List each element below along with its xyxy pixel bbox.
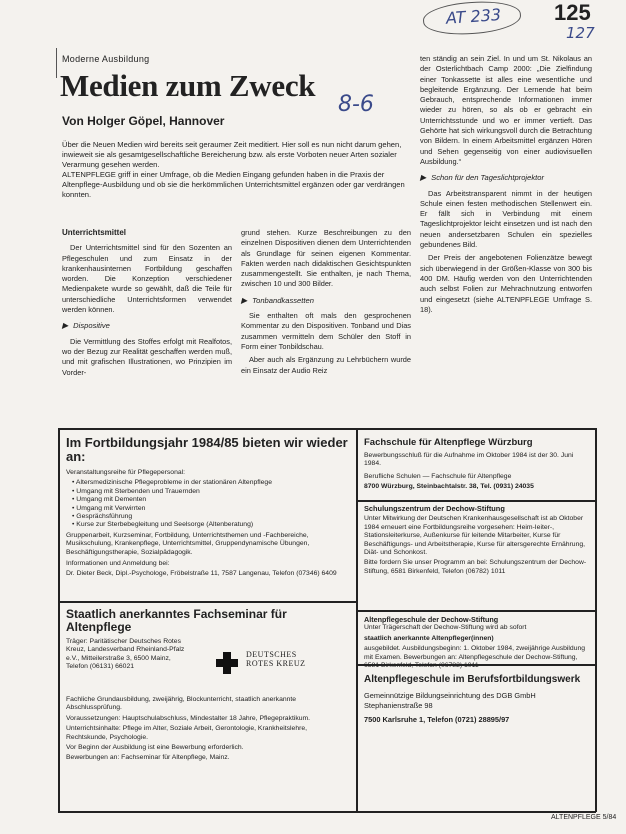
ad-frame-top <box>58 428 596 430</box>
ad-text: Unterrichtsinhalte: Pflege im Alter, Soziale Arbeit, Gerontologie, Krankheitslehre, Rechtskunde, Psychologie. <box>66 725 308 741</box>
lead-paragraph: ALTENPFLEGE griff in einer Umfrage, ob die Medien Eingang gefunden haben in die Praxis der Altenpflege-Ausbildung und ob sie die herkömmlichen Unterrichtsmittel ergänzen oder gar verdrängen konnten. <box>62 170 405 199</box>
ad-intro: Veranstaltungsreihe für Pflegepersonal: <box>66 469 186 476</box>
ad-list-item: • Gesprächsführung <box>72 513 133 521</box>
ad-title: Im Fortbildungsjahr 1984/85 bieten wir wieder an: <box>66 435 348 464</box>
ad-list <box>72 479 348 529</box>
handwritten-margin-note: 8-6 <box>338 92 374 117</box>
ad-title: Altenpflegeschule der Dechow-Stiftung <box>364 615 499 624</box>
ad-list-item: • Umgang mit Verwirrten <box>72 504 146 512</box>
ad-title: Schulungszentrum der Dechow-Stiftung <box>364 504 505 513</box>
ad-text: Vor Beginn der Ausbildung ist eine Bewerbung erforderlich. <box>66 744 244 752</box>
article-column-1 <box>62 228 232 381</box>
page-number: 125 <box>554 0 591 25</box>
ad-schulungszentrum <box>364 505 590 578</box>
ad-frame-left <box>58 428 60 812</box>
ad-divider <box>356 500 596 502</box>
ad-text: Stephanienstraße 98 <box>364 701 433 711</box>
ad-list-item: • Umgang mit Sterbenden und Trauernden <box>72 487 200 495</box>
ad-divider-vertical <box>356 428 358 812</box>
paragraph: grund stehen. Kurze Beschreibungen zu den einzelnen Dispositiven dienen dem Unterrichtenden als Grundlage für seinen eigenen Kommentar. Fakten werden nach didaktischen Gesichtspunkten zusammengestellt. Sie enthalten, je nach Thema, zwischen 10 und 300 Bilder. <box>241 228 411 289</box>
drk-logo-text: DEUTSCHES ROTES KREUZ <box>246 650 306 668</box>
section-label: Moderne Ausbildung <box>62 54 150 64</box>
subheading-text: Dispositive <box>73 321 110 331</box>
triangle-icon: ▶ <box>241 295 248 305</box>
lead-text <box>62 140 407 200</box>
ad-text: Voraussetzungen: Hauptschulabschluss, Mindestalter 18 Jahre, Pflegepraktikum. <box>66 714 311 722</box>
page-footer: ALTENPFLEGE 5/84 <box>551 814 617 821</box>
ad-address: Träger: Paritätischer Deutsches Rotes Kreuz, Landesverband Rheinland-Pfalz e.V., Mitteilerstraße 3, 6500 Mainz, Telefon (06131) 66021 <box>66 638 185 671</box>
paragraph: ten ständig an sein Ziel. In und um St. Nikolaus an der Osterlichtbach Camp 2000: „Die Zielfindung einer Tonkassette ist alles eine wesentliche und begleitende Ergänzung. Der Lernende hat beim Gebrauch, entsprechende Informationen immer wieder zu hören, so als ob er gebracht ein Unterrichtsstunde und wo er immer vertieft. Das Gehörte hat sich wirkungsvoll durch die Betrachtung von Bildern. In einem Arbeitsmittel ergänzen Hören und Sehen gegenseitig von einer audiovisuellen Ausbildung.“ <box>420 54 592 166</box>
ad-title: Staatlich anerkanntes Fachseminar für Altenpflege <box>66 607 287 634</box>
ad-wuerzburg <box>364 437 590 494</box>
triangle-icon: ▶ <box>62 321 69 331</box>
ad-list-item: • Kurse zur Sterbebegleitung und Seelsorge (Altenberatung) <box>72 521 254 529</box>
ad-text: Berufliche Schulen — Fachschule für Altenpflege <box>364 472 512 480</box>
ad-text: Bewerbungen an: Fachseminar für Altenpflege, Mainz. <box>66 754 230 762</box>
ad-divider <box>58 601 357 603</box>
byline: Von Holger Göpel, Hannover <box>62 114 225 128</box>
ad-fortbildungsjahr <box>66 436 348 581</box>
ad-berufsfortbildungswerk <box>364 674 590 726</box>
ad-list-item: • Umgang mit Dementen <box>72 496 147 504</box>
ad-text: Unter Trägerschaft der Dechow-Stiftung wird ab sofort <box>364 624 527 632</box>
ad-frame-right <box>595 428 597 812</box>
triangle-icon: ▶ <box>420 173 427 183</box>
ad-text: Bewerbungsschluß für die Aufnahme im Oktober 1984 ist der 30. Juni 1984. <box>364 452 574 468</box>
lead-paragraph: Über die Neuen Medien wird bereits seit geraumer Zeit meditiert. Hier soll es nun nicht darum gehen, inwieweit sie als gesamtgesellschaftliche Bereicherung bzw. als erste Vorboten neuer Arten sozialer Verarmung gesehen werden. <box>62 140 402 169</box>
ad-title: Fachschule für Altenpflege Würzburg <box>364 437 533 448</box>
ad-text: staatlich anerkannte Altenpfleger(innen) <box>364 634 494 642</box>
article-title: Medien zum Zweck <box>60 68 316 103</box>
ad-address: 8700 Würzburg, Steinbachtalstr. 38, Tel. (0931) 24035 <box>364 483 534 491</box>
ad-text: Gemeinnützige Bildungseinrichtung des DGB GmbH <box>364 691 536 700</box>
ad-text: Fachliche Grundausbildung, zweijährig, Blockunterricht, staatlich anerkannte Abschlussprüfung. <box>66 696 297 712</box>
stamp-text: AT 233 <box>445 4 502 28</box>
ad-fachseminar <box>66 608 350 765</box>
ad-title: Altenpflegeschule im Berufsfortbildungswerk <box>364 674 581 685</box>
subheading <box>241 296 411 306</box>
red-cross-logo-icon <box>216 652 238 674</box>
ad-frame-bottom <box>58 811 596 813</box>
subheading <box>420 173 592 183</box>
ad-text: Gruppenarbeit, Kurzseminar, Fortbildung, Unterrichtsthemen und -Fachbereiche, Musikschulung, Krankenpflege, Unterrichtsmittel, Gruppendynamische Übungen, Beschäftigungstherapie, Sozialpädagogik. <box>66 531 310 556</box>
ad-list-item: • Altersmedizinische Pflegeprobleme in der stationären Altenpflege <box>72 479 272 487</box>
ad-text: Unter Mitwirkung der Deutschen Krankenhausgesellschaft ist ab Oktober 1984 erneuert eine Fortbildungsreihe vorgesehen: Heim-Ieiter-, Stationsleiterkurse, Außenkurse für leitende Mitarbeiter, Kurse für Beschäftigungs- und Arbeitstherapie, Kurse für altersgerechte Ernährung, Diät- und Schonkost. <box>364 515 586 557</box>
subheading <box>62 321 232 331</box>
ad-address: 7500 Karlsruhe 1, Telefon (0721) 28895/97 <box>364 714 510 724</box>
paragraph: Aber auch als Ergänzung zu Lehrbüchern wurde ein Einsatz der Audio Reiz <box>241 355 411 375</box>
ad-divider <box>356 610 596 612</box>
paragraph: Das Arbeitstransparent nimmt in der heutigen Schule einen festen methodischen Stellenwert ein. Er fällt sich in Verbindung mit einem Tageslichtprojektor leicht einsetzen und ist nach den neuen andersetzbaren Schulen ein spezielles gebundenes Bild. <box>420 188 592 250</box>
paragraph: Sie enthalten oft mals den gesprochenen Kommentar zu den Dispositiven. Tonband und Dias zusammen vermitteln dem Schüler den Stoff in Form einer Tonbildschau. <box>241 311 411 351</box>
subheading-text: Tonbandkassetten <box>252 295 314 305</box>
ad-contact: Dr. Dieter Beck, Dipl.-Psychologe, Fröbelstraße 11, 7587 Langenau, Telefon (07346) 6409 <box>66 570 337 578</box>
ad-altenpflegeschule-dechow <box>364 616 590 672</box>
article-column-2 <box>241 228 411 379</box>
ad-contact-label: Informationen und Anmeldung bei: <box>66 560 170 568</box>
ad-address: Bitte fordern Sie unser Programm an bei: Schulungszentrum der Dechow-Stiftung, 6581 Birkenfeld, Telefon (06782) 1011 <box>364 559 587 575</box>
paragraph: Die Vermittlung des Stoffes erfolgt mit Realfotos, wo der Bezug zur Realität geschaffen werden muß, und mit grafischen Illustrationen, wo Prinzipien im Vorder- <box>62 336 232 377</box>
paragraph: Der Unterrichtsmittel sind für den Sozenten an Pflegeschulen und zum Einsatz in der krankenhausinternen Fortbildung geschaffen worden. Die Konzeption verschiedener Medienpakete wurde so gewählt, daß die Teile für unterschiedliche Unterrichtsformen verwendet werden können. <box>62 243 232 315</box>
subheading-text: Schon für den Tageslichtprojektor <box>431 173 545 183</box>
paragraph: Der Preis der angebotenen Folienzätze bewegt sich überwiegend in der Größen-Klasse von 300 bis 400 DM. Häufig werden von den Unterrichtenden auch selbst Folien zur Mehrachnutzung entworfen und eingesetzt (siehe ALTENPFLEGE Umfrage S. 18). <box>420 253 592 314</box>
archive-stamp <box>422 0 522 37</box>
margin-mark <box>56 48 57 78</box>
handwritten-page-number: 127 <box>566 24 595 42</box>
ad-text: ausgebildet. Ausbildungsbeginn: 1. Oktober 1984, zweijährige Ausbildung mit Examen. Bewerbungen an: Altenpflegeschule der Dechow-Stiftung, 6581 Birkenfeld, Telefon (06782) 1011 <box>364 645 586 670</box>
article-column-3 <box>420 54 592 318</box>
ad-header-block <box>66 638 350 688</box>
column-heading: Unterrichtsmittel <box>62 228 127 237</box>
